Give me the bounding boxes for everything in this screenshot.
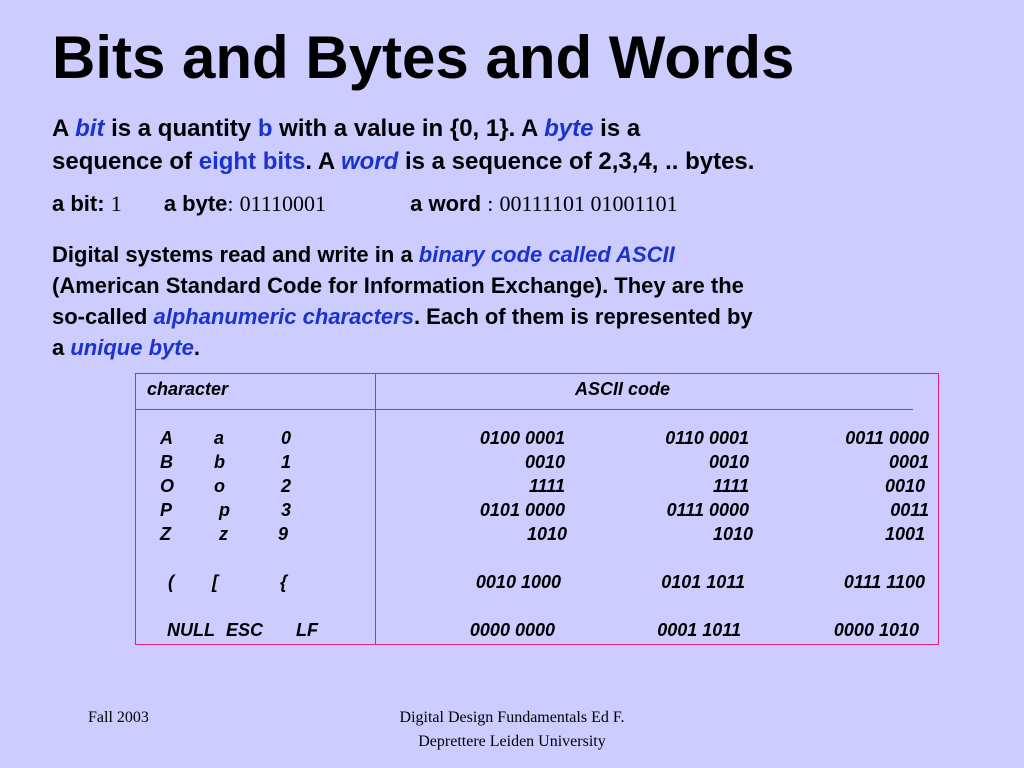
slide-title: Bits and Bytes and Words [52, 24, 795, 91]
table-cell: 2 [281, 476, 292, 496]
examples-line [52, 189, 678, 219]
table-cell: 0010 [884, 476, 925, 496]
intro-text-part: A [52, 115, 76, 142]
table-cell: 1010 [526, 524, 567, 544]
table-cell: o [214, 476, 225, 496]
footer-course [362, 706, 662, 754]
table-cell: 3 [281, 500, 292, 520]
intro-text-part: with a value in {0, 1}. A [272, 115, 545, 142]
table-cell: 0101 0000 [479, 500, 565, 520]
footer-date: Fall 2003 [88, 709, 149, 726]
para-text-part: (American Standard Code for Information Exchange). They are the [52, 273, 744, 298]
table-cell: ( [168, 572, 174, 592]
table-cell: 9 [278, 524, 289, 544]
byte-term: byte [544, 115, 594, 142]
table-cell: 0110 0001 [665, 428, 749, 448]
table-cell: 0100 0001 [479, 428, 565, 448]
table-cell: NULL [167, 620, 215, 640]
table-cell: 0000 0000 [469, 620, 555, 640]
para-text-part: . Each of them is represented by [413, 304, 753, 329]
para-text-part: a [52, 335, 71, 360]
table-cell: B [160, 452, 173, 472]
table-cell: 0011 0000 [845, 428, 929, 448]
table-cell: 0111 1100 [843, 572, 925, 592]
table-cell: 0101 1011 [661, 572, 745, 592]
alphanumeric-term: alphanumeric characters [153, 304, 414, 329]
table-cell: 0001 [888, 452, 929, 472]
table-cell: 0010 1000 [475, 572, 561, 592]
table-cell: [ [212, 572, 218, 592]
table-cell: P [160, 500, 173, 520]
bit-term: bit [75, 115, 105, 142]
table-cell: 1111 [712, 476, 749, 496]
para-text-part: . [193, 335, 200, 360]
table-cell: a [214, 428, 225, 448]
table-header-divider [135, 409, 913, 410]
table-cell: O [160, 476, 175, 496]
table-cell: { [280, 572, 288, 592]
table-cell: z [219, 524, 228, 544]
para-text-part: Digital systems read and write in a [52, 242, 419, 267]
table-cell: ESC [226, 620, 264, 640]
word-value: 00111101 01001101 [499, 191, 678, 216]
intro-text-part: . A [305, 148, 341, 175]
intro-text [52, 112, 1024, 178]
intro-text-part: sequence of [52, 148, 199, 175]
bit-label: a bit: [52, 191, 105, 216]
word-colon: : [487, 191, 494, 216]
header-character: character [147, 379, 229, 399]
byte-colon: : [227, 191, 234, 216]
eight-bits-term: eight bits [198, 148, 306, 175]
table-cell: Z [160, 524, 171, 544]
intro-text-part: is a sequence of 2,3,4, .. bytes. [398, 148, 755, 175]
intro-text-part: is a [593, 115, 641, 142]
table-column-divider [375, 373, 376, 645]
byte-value: 01110001 [239, 191, 327, 216]
header-ascii-code: ASCII code [575, 379, 671, 399]
table-cell: 0010 [708, 452, 749, 472]
table-cell: LF [296, 620, 318, 640]
intro-text-part: is a quantity [104, 115, 258, 142]
ascii-paragraph [52, 239, 1012, 363]
table-cell: 1111 [528, 476, 565, 496]
table-cell: b [214, 452, 225, 472]
table-cell: 1 [281, 452, 292, 472]
table-cell: p [219, 500, 230, 520]
table-cell: 0001 1011 [657, 620, 741, 640]
word-label: a word [410, 191, 482, 216]
table-cell: 0111 0000 [666, 500, 749, 520]
table-cell: 0 [281, 428, 292, 448]
table-cell: 1001 [884, 524, 925, 544]
footer-course-line1: Digital Design Fundamentals Ed F. [399, 709, 625, 726]
byte-label: a byte [163, 191, 228, 216]
table-cell: 0011 [890, 500, 929, 520]
para-text-part: so-called [52, 304, 154, 329]
binary-code-term: binary code called ASCII [418, 242, 675, 267]
table-cell: 0000 1010 [833, 620, 919, 640]
table-cell: 0010 [524, 452, 565, 472]
footer-course-line2: Deprettere Leiden University [418, 733, 606, 750]
table-cell: 1010 [712, 524, 753, 544]
b-term: b [257, 115, 273, 142]
unique-byte-term: unique byte [70, 335, 194, 360]
word-term: word [340, 148, 399, 175]
table-cell: A [160, 428, 173, 448]
bit-value: 1 [110, 191, 122, 216]
